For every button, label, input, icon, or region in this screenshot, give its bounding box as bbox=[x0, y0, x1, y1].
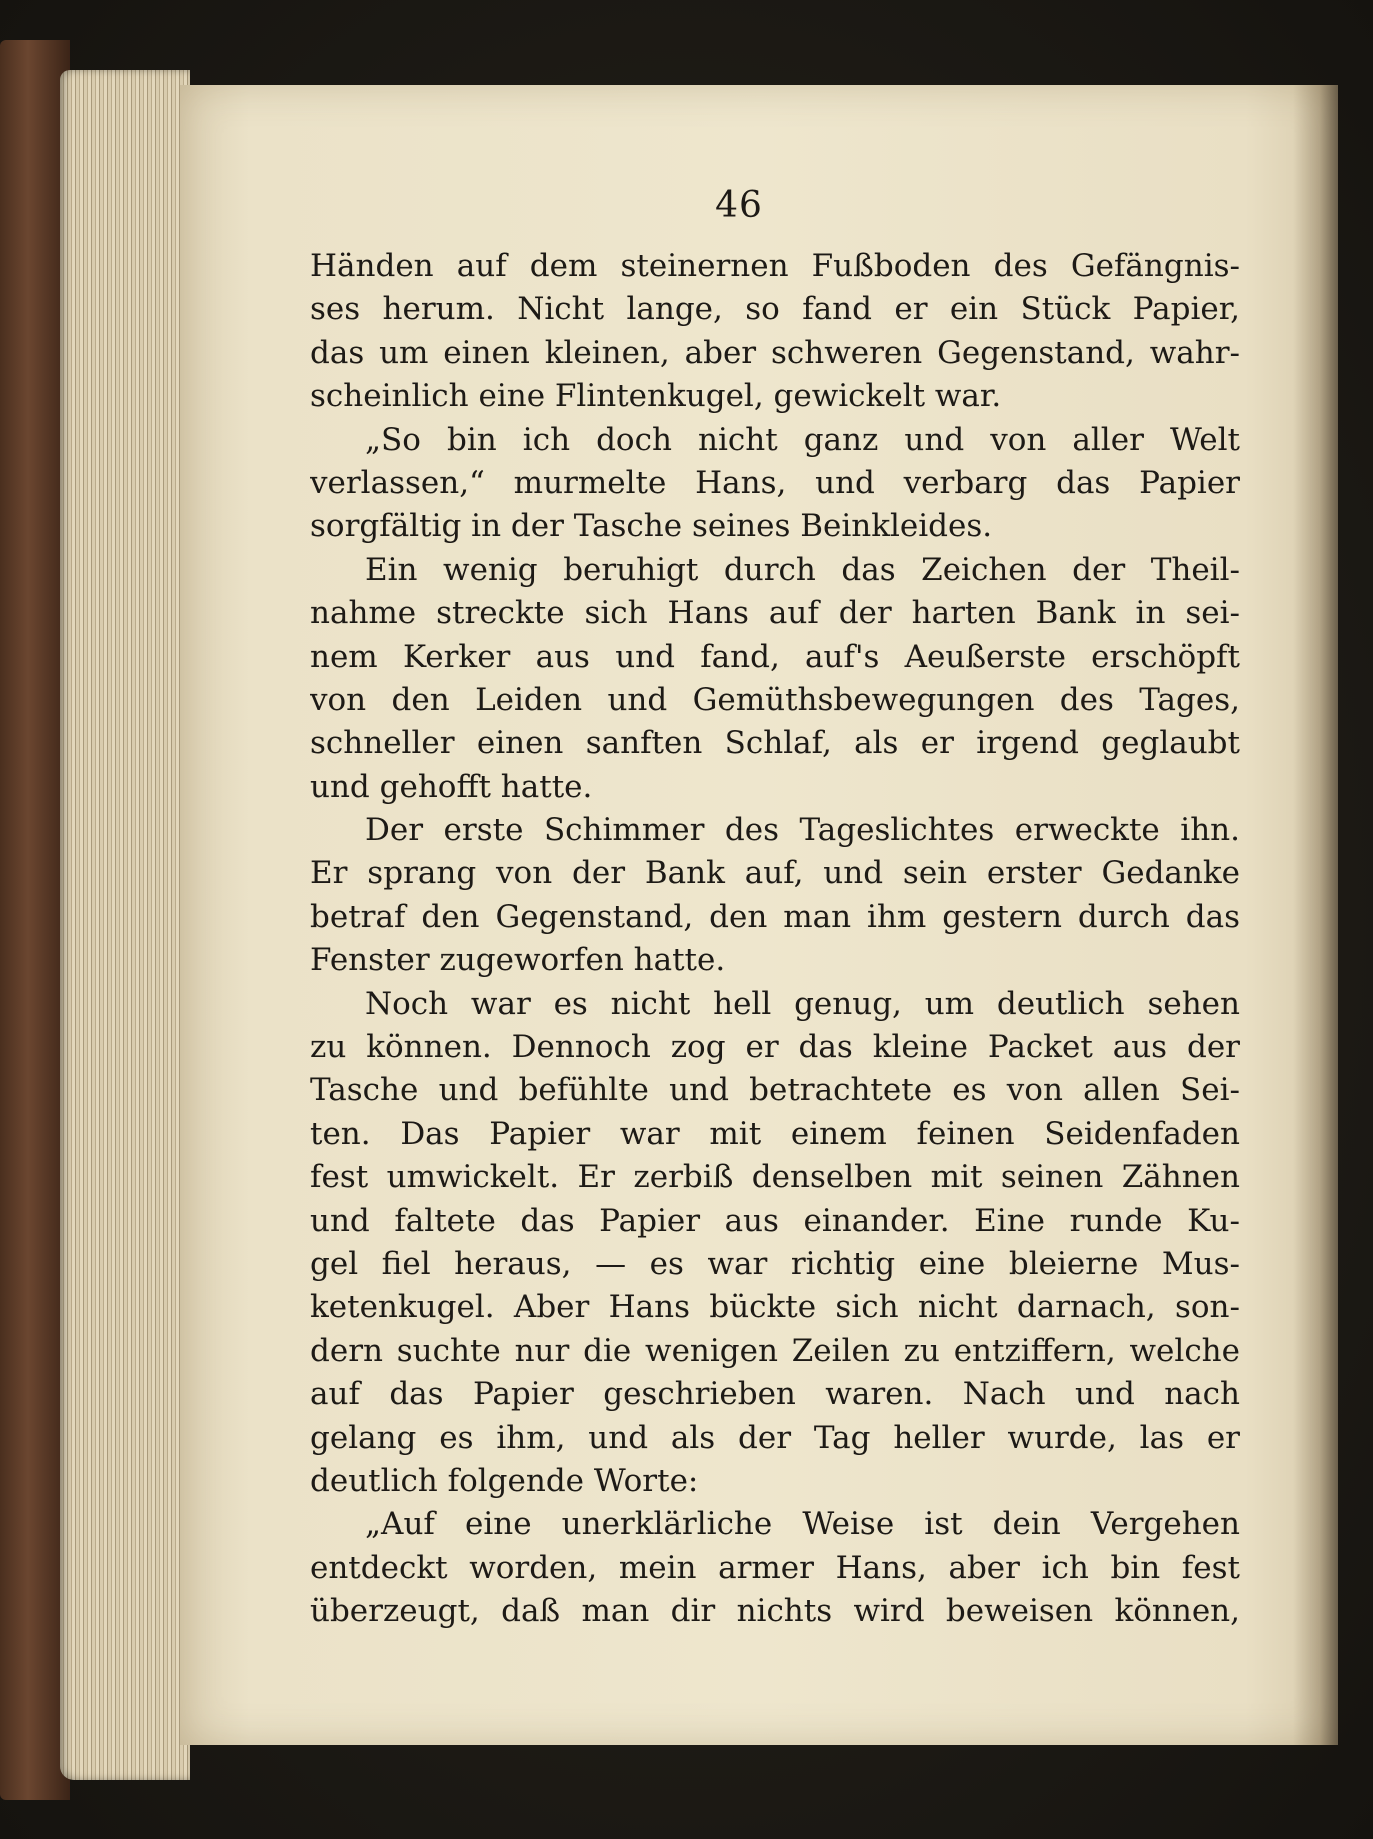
page-gutter-shadow bbox=[1293, 85, 1338, 1745]
text-line: Händen auf dem steinernen Fußboden des Gefängnis- bbox=[310, 248, 1240, 284]
text-line: gel fiel heraus, — es war richtig eine bleierne Mus- bbox=[310, 1245, 1240, 1282]
text-line: „So bin ich doch nicht ganz und von aller Welt bbox=[365, 421, 1240, 458]
text-line: verlassen,“ murmelte Hans, und verbarg das Papier bbox=[310, 464, 1240, 501]
text-line: Ein wenig beruhigt durch das Zeichen der Theil- bbox=[365, 551, 1240, 588]
text-line: Fenster zugeworfen hatte. bbox=[310, 942, 726, 979]
text-line: ten. Das Papier war mit einem feinen Seidenfaden bbox=[310, 1115, 1240, 1152]
text-line: und gehofft hatte. bbox=[310, 768, 593, 805]
text-line: nem Kerker aus und fand, auf's Aeußerste erschöpft bbox=[310, 638, 1240, 675]
text-line: entdeckt worden, mein armer Hans, aber ich bin fest bbox=[310, 1549, 1240, 1586]
text-line: auf das Papier geschrieben waren. Nach und nach bbox=[310, 1376, 1240, 1413]
page-number: 46 bbox=[715, 185, 763, 226]
book-page bbox=[180, 85, 1338, 1745]
text-line: überzeugt, daß man dir nichts wird beweisen können, bbox=[310, 1593, 1240, 1630]
text-line: Noch war es nicht hell genug, um deutlich sehen bbox=[365, 985, 1240, 1022]
text-line: betraf den Gegenstand, den man ihm gestern durch das bbox=[310, 898, 1240, 935]
text-line: deutlich folgende Worte: bbox=[310, 1462, 699, 1499]
text-line: ses herum. Nicht lange, so fand er ein Stück Papier, bbox=[310, 291, 1240, 328]
text-line: zu können. Dennoch zog er das kleine Packet aus der bbox=[310, 1029, 1240, 1066]
page-stack-edges bbox=[60, 70, 190, 1780]
text-line: scheinlich eine Flintenkugel, gewickelt war. bbox=[310, 378, 1002, 415]
text-line: und faltete das Papier aus einander. Eine runde Ku- bbox=[310, 1202, 1240, 1239]
body-text bbox=[310, 245, 1240, 1634]
text-line: das um einen kleinen, aber schweren Gegenstand, wahr- bbox=[310, 334, 1240, 371]
text-line: „Auf eine unerklärliche Weise ist dein Vergehen bbox=[365, 1506, 1240, 1543]
text-line: ketenkugel. Aber Hans bückte sich nicht darnach, son- bbox=[310, 1289, 1240, 1326]
text-line: dern suchte nur die wenigen Zeilen zu entziffern, welche bbox=[310, 1332, 1240, 1369]
text-line: schneller einen sanften Schlaf, als er irgend geglaubt bbox=[310, 725, 1240, 762]
text-line: gelang es ihm, und als der Tag heller wurde, las er bbox=[310, 1419, 1240, 1456]
text-line: Tasche und befühlte und betrachtete es von allen Sei- bbox=[310, 1072, 1240, 1109]
text-line: Der erste Schimmer des Tageslichtes erweckte ihn. bbox=[365, 812, 1240, 849]
text-line: fest umwickelt. Er zerbiß denselben mit seinen Zähnen bbox=[310, 1159, 1240, 1196]
text-line: Er sprang von der Bank auf, und sein erster Gedanke bbox=[310, 855, 1240, 892]
text-line: von den Leiden und Gemüthsbewegungen des Tages, bbox=[310, 681, 1240, 718]
text-line: nahme streckte sich Hans auf der harten Bank in sei- bbox=[310, 595, 1240, 632]
text-line: sorgfältig in der Tasche seines Beinkleides. bbox=[310, 508, 993, 545]
